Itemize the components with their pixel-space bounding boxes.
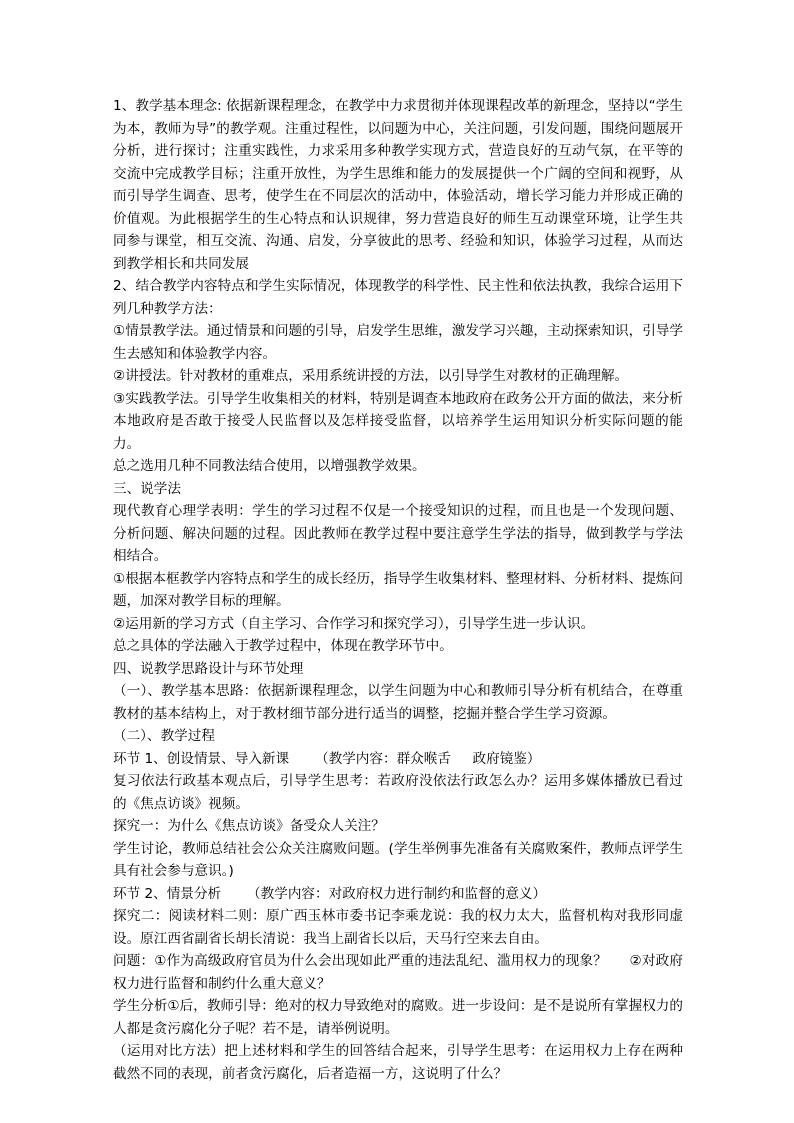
paragraph-questions: 问题：①作为高级政府官员为什么会出现如此严重的违法乱纪、滥用权力的现象？ ②对政府权力进行监督和制约什么重大意义？ [113,953,683,992]
paragraph-learning-method-2: ②运用新的学习方式（自主学习、合作学习和探究学习），引导学生进一步认识。 [113,615,595,632]
paragraph-step-1-detail: 复习依法行政基本观点后，引导学生思考：若政府没依法行政怎么办？运用多媒体播放已看过的《焦点访谈》视频。 [113,773,683,812]
paragraph-teaching-philosophy: 1、教学基本理念: 依据新课程理念，在教学中力求贯彻并体现课程改革的新理念，坚持以“学生为本，教师为导”的教学观。注重过程性，以问题为中心，关注问题，引发问题，围绕问题展开分析，进行探讨；注重实践性，力求采用多种教学实现方式，营造良好的互动气氛，在平等的交流中完成教学目标；注重开放性，为学生思维和能力的发展提供一个广阔的空间和视野，从而引导学生调查、思考，使学生在不同层次的活动中，体验活动，增长学习能力并形成正确的价值观。为此根据学生的生心特点和认识规律，努力营造良好的师生互动课堂环境，让学生共同参与课堂，相互交流、沟通、启发，分享彼此的思考、经验和知识，体验学习过程，从而达到教学相长和共同发展 [113,98,683,272]
section-heading-teaching-design: 四、说教学思路设计与环节处理 [113,660,304,677]
paragraph-methods-summary: 总之选用几种不同教法结合使用，以增强教学效果。 [113,458,426,474]
paragraph-student-discussion: 学生讨论，教师总结社会公众关注腐败问题。(学生举例事先准备有关腐败案件，教师点评学生具有社会参与意识。) [113,840,683,879]
paragraph-learning-psychology: 现代教育心理学表明：学生的学习过程不仅是一个接受知识的过程，而且也是一个发现问题、分析问题、解决问题的过程。因此教师在教学过程中要注意学生学法的指导，做到教学与学法相结合。 [113,503,683,564]
paragraph-inquiry-2: 探究二：阅读材料二则：原广西玉林市委书记李乘龙说：我的权力太大，监督机构对我形同虚设。原江西省副省长胡长清说：我当上副省长以后，天马行空来去自由。 [113,908,683,947]
paragraph-learning-method-1: ①根据本框教学内容特点和学生的成长经历，指导学生收集材料、整理材料、分析材料、提炼问题，加深对教学目标的理解。 [113,570,683,609]
paragraph-comparison: （运用对比方法）把上述材料和学生的回答结合起来，引导学生思考：在运用权力上存在两种截然不同的表现，前者贪污腐化，后者造福一方，这说明了什么？ [113,1043,683,1082]
paragraph-step-1: 环节 1、创设情景、导入新课 （教学内容：群众喉舌 政府镜鉴） [113,750,541,767]
document-body [113,95,683,1085]
paragraph-learning-summary: 总之具体的学法融入于教学过程中，体现在教学环节中。 [113,638,453,654]
paragraph-method-situational: ①情景教学法。通过情景和问题的引导，启发学生思维，激发学习兴趣，主动探索知识，引导学生去感知和体验教学内容。 [113,323,683,362]
paragraph-method-lecture: ②讲授法。针对教材的重难点，采用系统讲授的方法，以引导学生对教材的正确理解。 [113,368,629,384]
paragraph-basic-approach: （一）、教学基本思路：依据新课程理念，以学生问题为中心和教师引导分析有机结合，在尊重教材的基本结构上，对于教材细节部分进行适当的调整，挖掘并整合学生学习资源。 [113,683,683,722]
paragraph-teaching-methods-intro: 2、结合教学内容特点和学生实际情况，体现教学的科学性、民主性和依法执教，我综合运用下列几种教学方法： [113,278,683,317]
paragraph-inquiry-1: 探究一：为什么《焦点访谈》备受众人关注？ [113,818,385,834]
paragraph-student-analysis: 学生分析①后，教师引导：绝对的权力导致绝对的腐败。进一步设问：是不是说所有掌握权力的人都是贪污腐化分子呢？若不是，请举例说明。 [113,998,683,1037]
subheading-teaching-process: （二）、教学过程 [113,728,215,744]
paragraph-step-2: 环节 2、情景分析 （教学内容：对政府权力进行制约和监督的意义） [113,885,547,902]
section-heading-learning-methods: 三、说学法 [113,480,181,497]
paragraph-method-practice: ③实践教学法。引导学生收集相关的材料，特别是调查本地政府在政务公开方面的做法，来分析本地政府是否敢于接受人民监督以及怎样接受监督，以培养学生运用知识分析实际问题的能力。 [113,390,683,452]
